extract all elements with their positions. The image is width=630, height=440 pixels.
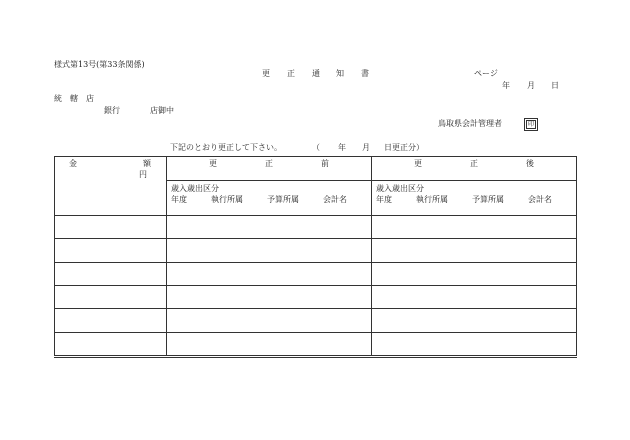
after-category-cell — [372, 181, 577, 216]
after-field[interactable] — [372, 332, 577, 356]
correction-table — [54, 156, 577, 358]
after-field[interactable] — [372, 215, 577, 238]
before-category-cell — [167, 181, 372, 216]
officer-title: 鳥取県会計管理者 — [438, 119, 502, 128]
subheader-exec: 執行所属 — [211, 195, 243, 205]
before-char: 更 — [209, 159, 217, 168]
date-day-label: 日 — [551, 81, 559, 90]
amount-char: 金 — [69, 159, 77, 168]
table-row — [55, 309, 577, 332]
correction-date-month: 月 — [362, 143, 370, 152]
category-label: 歳入歳出区分 — [171, 184, 219, 194]
page-label: ページ — [474, 69, 498, 78]
yen-label: 円 — [139, 170, 147, 179]
table-row — [55, 332, 577, 356]
title-char: 知 — [336, 69, 344, 78]
before-field[interactable] — [167, 309, 372, 332]
correction-date-close: 日更正分） — [384, 143, 424, 152]
after-header-cell — [372, 157, 577, 181]
correction-date-open: （ — [312, 143, 320, 152]
form-number: 様式第13号(第33条関係) — [54, 60, 145, 69]
amount-field[interactable] — [55, 239, 167, 262]
amount-field[interactable] — [55, 262, 167, 285]
before-field[interactable] — [167, 262, 372, 285]
title-char: 更 — [262, 69, 270, 78]
after-char: 更 — [414, 159, 422, 168]
title-char: 正 — [287, 69, 295, 78]
branch-label: 店御中 — [150, 106, 174, 115]
after-char: 後 — [526, 159, 534, 168]
seal-stamp — [524, 118, 538, 131]
after-char: 正 — [470, 159, 478, 168]
subheader-account: 会計名 — [323, 195, 347, 205]
before-field[interactable] — [167, 239, 372, 262]
amount-field[interactable] — [55, 215, 167, 238]
after-field[interactable] — [372, 239, 577, 262]
after-field[interactable] — [372, 285, 577, 308]
before-char: 前 — [321, 159, 329, 168]
before-header-cell — [167, 157, 372, 181]
supervising-store-label: 統 轄 店 — [54, 94, 94, 103]
amount-field[interactable] — [55, 309, 167, 332]
before-char: 正 — [265, 159, 273, 168]
category-label: 歳入歳出区分 — [376, 184, 424, 194]
subheader-year: 年度 — [171, 195, 187, 205]
amount-char: 額 — [143, 159, 151, 168]
bank-label: 銀行 — [104, 106, 120, 115]
table-row — [55, 262, 577, 285]
before-field[interactable] — [167, 215, 372, 238]
after-field[interactable] — [372, 262, 577, 285]
seal-char: 印 — [527, 121, 534, 128]
amount-header-cell — [55, 157, 167, 216]
subheader-account: 会計名 — [528, 195, 552, 205]
before-field[interactable] — [167, 332, 372, 356]
correction-date-year: 年 — [338, 143, 346, 152]
subheader-budget: 予算所属 — [472, 195, 504, 205]
amount-field[interactable] — [55, 332, 167, 356]
instruction-text: 下記のとおり更正して下さい。 — [170, 143, 282, 152]
before-field[interactable] — [167, 285, 372, 308]
table-row — [55, 285, 577, 308]
amount-field[interactable] — [55, 285, 167, 308]
subheader-exec: 執行所属 — [416, 195, 448, 205]
title-char: 書 — [361, 69, 369, 78]
after-field[interactable] — [372, 309, 577, 332]
date-year-label: 年 — [502, 81, 510, 90]
title-char: 通 — [312, 69, 320, 78]
table-row — [55, 215, 577, 238]
subheader-budget: 予算所属 — [267, 195, 299, 205]
date-month-label: 月 — [527, 81, 535, 90]
subheader-year: 年度 — [376, 195, 392, 205]
table-row — [55, 239, 577, 262]
